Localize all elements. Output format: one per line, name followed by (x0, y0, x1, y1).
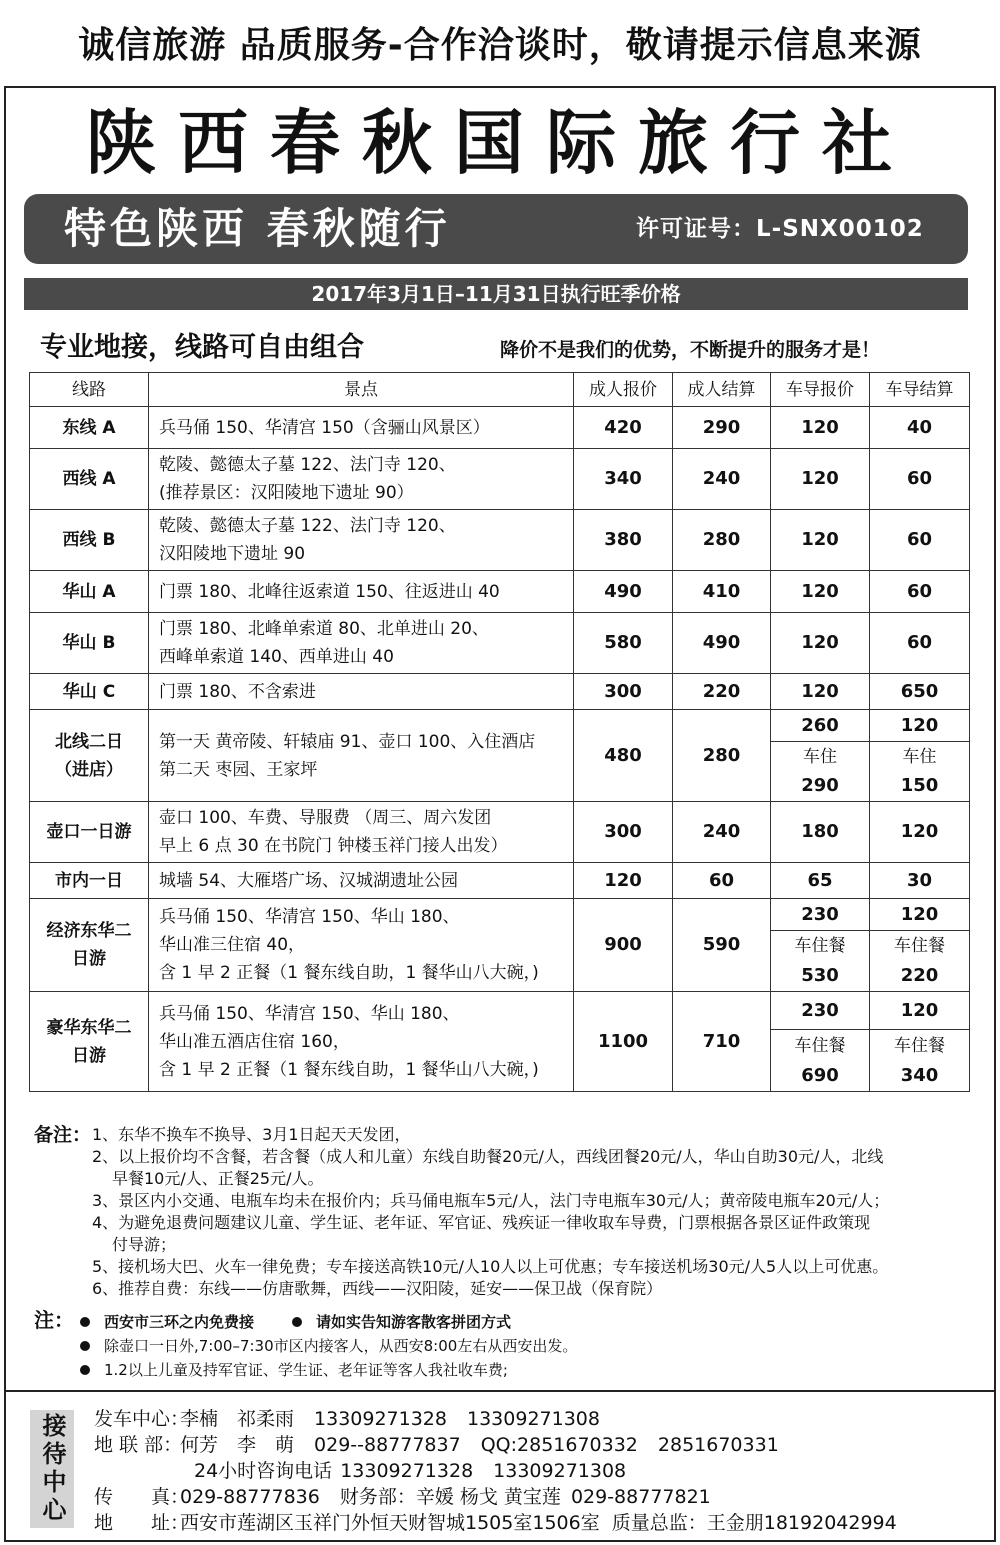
bullet-dot-icon (80, 1341, 90, 1351)
route-cell: 壶口一日游 (30, 802, 149, 863)
route-cell (30, 992, 149, 1092)
finance-phone: 029-88777821 (570, 1486, 711, 1508)
season-price-bar: 2017年3月1日–11月31日执行旺季价格 (24, 278, 968, 310)
contact-line-local (94, 1432, 984, 1458)
contact-phone: 13309271308 (467, 1408, 600, 1430)
guide-quote-cell: 260 (771, 710, 870, 742)
spots-cell (149, 613, 574, 674)
guide-settle-label: 车住餐 (870, 931, 970, 961)
table-row (30, 674, 970, 710)
guide-quote-cell: 120 (771, 407, 870, 449)
guide-quote-label: 车住 (771, 742, 870, 772)
guide-quote-label: 车住餐 (771, 931, 870, 961)
adult-settle-cell: 240 (673, 802, 771, 863)
qc-phone: 18192042994 (763, 1512, 897, 1534)
guide-quote-cell: 230 (771, 992, 870, 1030)
route-cell: 西线 B (30, 510, 149, 571)
table-row (30, 802, 970, 863)
spots-cell (149, 992, 574, 1092)
guide-settle-cell-2: 340 (870, 1062, 970, 1092)
adult-quote-cell: 380 (574, 510, 673, 571)
guide-quote-cell: 120 (771, 510, 870, 571)
route-line: 豪华东华二 (46, 1017, 132, 1038)
guide-quote-cell: 120 (771, 674, 870, 710)
route-cell: 华山 B (30, 613, 149, 674)
table-row (30, 407, 970, 449)
hotline-label: 24小时咨询电话 (194, 1460, 333, 1482)
spots-cell (149, 802, 574, 863)
contact-divider (4, 1390, 996, 1392)
guide-quote-cell: 120 (771, 571, 870, 613)
guide-quote-label: 车住餐 (771, 1030, 870, 1062)
finance-names: 辛媛 杨戈 黄宝莲 (415, 1486, 561, 1508)
contact-qq-2: 2851670331 (657, 1434, 779, 1456)
spot-line: 第二天 枣园、王家坪 (159, 759, 318, 780)
address-text: 西安市莲湖区玉祥门外恒天财智城1505室1506室 (180, 1512, 600, 1534)
guide-settle-label: 车住餐 (870, 1030, 970, 1062)
route-cell (30, 899, 149, 992)
license-number: 许可证号：L-SNX00102 (636, 216, 924, 242)
adult-settle-cell: 590 (673, 899, 771, 992)
guide-quote-cell-2: 290 (771, 772, 870, 802)
contact-line-fax (94, 1484, 984, 1510)
contact-label: 发车中心： (94, 1408, 190, 1430)
spots-cell (149, 674, 574, 710)
spots-cell (149, 571, 574, 613)
spots-cell (149, 449, 574, 510)
spot-line: 乾陵、懿德太子墓 122、法门寺 120、 (159, 455, 456, 475)
spot-line: 兵马俑 150、华清宫 150（含骊山风景区） (159, 417, 490, 438)
table-row (30, 992, 970, 1030)
spot-line: 华山准五酒店住宿 160， (159, 1031, 350, 1052)
bullet-dot-icon (80, 1317, 90, 1327)
spot-line: 门票 180、北峰往返索道 150、往返进山 40 (159, 581, 500, 602)
bullet-dot-icon (80, 1365, 90, 1375)
bullet-text: 西安市三环之内免费接 (104, 1313, 255, 1331)
bullet-line (80, 1310, 980, 1334)
spots-cell (149, 710, 574, 802)
table-row (30, 449, 970, 510)
adult-settle-cell: 290 (673, 407, 771, 449)
bullet-text: 1.2以上儿童及持军官证、学生证、老年证等客人我社收车费; (104, 1361, 508, 1379)
spot-line: 汉阳陵地下遗址 90 (159, 544, 306, 564)
adult-quote-cell: 340 (574, 449, 673, 510)
guide-settle-cell: 120 (870, 802, 970, 863)
spot-line: 壶口 100、车费、导服费 （周三、周六发团 (159, 808, 492, 828)
guide-quote-cell: 180 (771, 802, 870, 863)
spot-line: 乾陵、懿德太子墓 122、法门寺 120、 (159, 516, 456, 536)
guide-settle-cell: 120 (870, 710, 970, 742)
spots-cell (149, 899, 574, 992)
note-item: 1、东华不换车不换导、3月1日起天天发团， (92, 1125, 411, 1144)
notes-title: 备注： (34, 1124, 92, 1146)
spot-line: 早上 6 点 30 在书院门 钟楼玉祥门接人出发） (159, 836, 508, 856)
adult-quote-cell: 300 (574, 674, 673, 710)
price-table (29, 372, 970, 1092)
col-header-route: 线路 (30, 373, 149, 407)
adult-quote-cell: 1100 (574, 992, 673, 1092)
adult-settle-cell: 280 (673, 510, 771, 571)
adult-quote-cell: 900 (574, 899, 673, 992)
agency-title: 陕西春秋国际旅行社 (86, 101, 914, 184)
spot-line: 华山准三住宿 40， (159, 935, 306, 955)
guide-quote-cell: 120 (771, 449, 870, 510)
note-item-cont: 付导游； (112, 1235, 177, 1254)
adult-quote-cell: 300 (574, 802, 673, 863)
contact-label: 地 址： (94, 1512, 190, 1534)
contact-line-address (94, 1510, 984, 1536)
bullet-dot-icon (292, 1317, 302, 1327)
contact-label: 传 真： (94, 1486, 190, 1508)
reception-center-label: 接待中心 (30, 1410, 74, 1528)
route-cell: 华山 A (30, 571, 149, 613)
guide-settle-cell: 650 (870, 674, 970, 710)
adult-quote-cell: 480 (574, 710, 673, 802)
spot-line: 兵马俑 150、华清宫 150、华山 180、 (159, 1003, 460, 1024)
slogan-bar (24, 194, 968, 264)
adult-settle-cell: 60 (673, 863, 771, 899)
finance-label: 财务部： (339, 1486, 416, 1508)
contact-phone: 029--88777837 (314, 1434, 461, 1456)
contact-phone: 13309271328 (314, 1408, 447, 1430)
route-line: 日游 (72, 949, 106, 969)
adult-quote-cell: 120 (574, 863, 673, 899)
subtitle-left: 专业地接，线路可自由组合 (40, 332, 364, 363)
guide-settle-label: 车住 (870, 742, 970, 772)
guide-quote-cell-2: 530 (771, 961, 870, 992)
adult-quote-cell: 420 (574, 407, 673, 449)
bullet-line (80, 1334, 980, 1358)
guide-settle-cell: 60 (870, 510, 970, 571)
spot-line: 西峰单索道 140、西单进山 40 (159, 647, 394, 667)
adult-settle-cell: 280 (673, 710, 771, 802)
guide-settle-cell: 40 (870, 407, 970, 449)
guide-quote-cell-2: 690 (771, 1062, 870, 1092)
route-cell: 市内一日 (30, 863, 149, 899)
contact-names: 何芳 李 萌 (180, 1434, 295, 1456)
table-header-row (30, 373, 970, 407)
note-item: 3、景区内小交通、电瓶车均未在报价内；兵马俑电瓶车5元/人，法门寺电瓶车30元/人；黄帝陵电瓶车20元/人； (92, 1191, 890, 1210)
guide-settle-cell: 60 (870, 613, 970, 674)
guide-quote-cell: 230 (771, 899, 870, 931)
guide-settle-cell-2: 150 (870, 772, 970, 802)
adult-settle-cell: 220 (673, 674, 771, 710)
bullet-text: 除壶口一日外,7:00–7:30市区内接客人，从西安8:00左右从西安出发。 (104, 1337, 578, 1355)
route-cell: 华山 C (30, 674, 149, 710)
top-banner: 诚信旅游 品质服务-合作洽谈时，敬请提示信息来源 (78, 24, 922, 66)
hotline-phone: 13309271308 (493, 1460, 627, 1482)
adult-settle-cell: 490 (673, 613, 771, 674)
guide-settle-cell: 30 (870, 863, 970, 899)
spot-line: 城墙 54、大雁塔广场、汉城湖遗址公园 (159, 870, 459, 891)
spot-line: 第一天 黄帝陵、轩辕庙 91、壶口 100、入住酒店 (159, 731, 536, 752)
zhu-title: 注： (34, 1308, 74, 1332)
route-cell: 东线 A (30, 407, 149, 449)
guide-quote-cell: 65 (771, 863, 870, 899)
spot-line: 含 1 早 2 正餐（1 餐东线自助，1 餐华山八大碗，) (159, 963, 539, 983)
note-item-cont: 早餐10元/人、正餐25元/人。 (112, 1169, 324, 1188)
note-item: 6、推荐自费：东线——仿唐歌舞，西线——汉阳陵，延安——保卫战（保育院） (92, 1279, 663, 1298)
guide-settle-cell: 120 (870, 899, 970, 931)
spot-line: 门票 180、北峰单索道 80、北单进山 20、 (159, 619, 489, 639)
table-row (30, 613, 970, 674)
table-row (30, 571, 970, 613)
spots-cell (149, 863, 574, 899)
note-item: 2、以上报价均不含餐，若含餐（成人和儿童）东线自助餐20元/人，西线团餐20元/人，华山自助30元/人，北线 (92, 1147, 884, 1166)
bullet-notes (80, 1310, 980, 1382)
slogan-text: 特色陕西 春秋随行 (64, 204, 451, 253)
table-row (30, 863, 970, 899)
note-item: 4、为避免退费问题建议儿童、学生证、老年证、军官证、残疾证一律收取车导费，门票根据各景区证件政策现 (92, 1213, 871, 1232)
route-line: 经济东华二 (46, 921, 132, 941)
table-row (30, 710, 970, 742)
route-cell: 西线 A (30, 449, 149, 510)
route-line: 北线二日 (55, 731, 123, 752)
contact-line-depart (94, 1406, 984, 1432)
adult-settle-cell: 710 (673, 992, 771, 1092)
contact-names: 李楠 祁柔雨 (180, 1408, 295, 1430)
col-header-spots: 景点 (149, 373, 574, 407)
route-line: （进店） (55, 759, 123, 780)
qc-name: 王金朋 (706, 1512, 764, 1534)
table-row (30, 899, 970, 931)
adult-quote-cell: 580 (574, 613, 673, 674)
guide-settle-cell: 60 (870, 449, 970, 510)
bullet-text: 请如实告知游客散客拼团方式 (316, 1313, 512, 1331)
hotline-phone: 13309271328 (340, 1460, 474, 1482)
contact-label: 地 联 部： (94, 1434, 183, 1456)
guide-quote-cell: 120 (771, 613, 870, 674)
adult-settle-cell: 240 (673, 449, 771, 510)
fax-number: 029-88777836 (180, 1486, 320, 1508)
adult-quote-cell: 490 (574, 571, 673, 613)
col-header-guide-quote: 车导报价 (771, 373, 870, 407)
spots-cell (149, 407, 574, 449)
contact-qq: QQ:2851670332 (480, 1434, 638, 1456)
note-item: 5、接机场大巴、火车一律免费；专车接送高铁10元/人10人以上可优惠；专车接送机场30元/人5人以上可优惠。 (92, 1257, 889, 1276)
subtitle-right: 降价不是我们的优势，不断提升的服务才是！ (500, 339, 881, 361)
route-cell (30, 710, 149, 802)
spot-line: 兵马俑 150、华清宫 150、华山 180、 (159, 907, 460, 927)
qc-label: 质量总监： (611, 1512, 707, 1534)
guide-settle-cell: 120 (870, 992, 970, 1030)
notes-list (92, 1124, 972, 1300)
guide-settle-cell: 60 (870, 571, 970, 613)
col-header-adult-settle: 成人结算 (673, 373, 771, 407)
spots-cell (149, 510, 574, 571)
col-header-guide-settle: 车导结算 (870, 373, 970, 407)
guide-settle-cell-2: 220 (870, 961, 970, 992)
spot-line: 门票 180、不含索进 (159, 681, 316, 702)
col-header-adult-quote: 成人报价 (574, 373, 673, 407)
adult-settle-cell: 410 (673, 571, 771, 613)
contact-info (94, 1406, 984, 1536)
spot-line: 含 1 早 2 正餐（1 餐东线自助，1 餐华山八大碗，) (159, 1059, 539, 1080)
spot-line: (推荐景区：汉阳陵地下遗址 90） (159, 483, 414, 503)
contact-line-hotline (94, 1458, 984, 1484)
bullet-line (80, 1358, 980, 1382)
route-line: 日游 (72, 1045, 106, 1066)
table-row (30, 510, 970, 571)
